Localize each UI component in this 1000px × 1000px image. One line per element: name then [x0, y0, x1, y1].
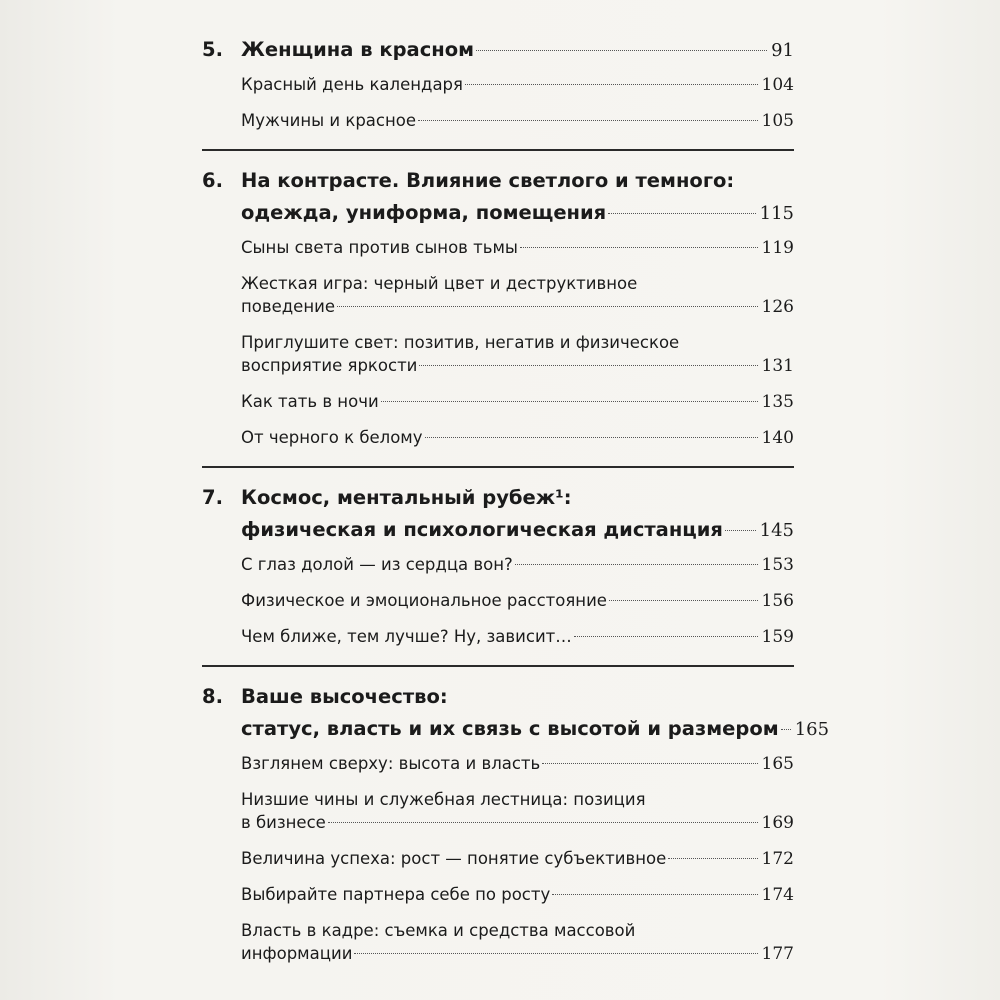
entry-title-line: Красный день календаря [241, 75, 463, 94]
dot-leader [725, 530, 756, 531]
entry-title-row [241, 109, 794, 133]
dot-leader [668, 858, 757, 859]
chapter-title-line: одежда, униформа, помещения [241, 201, 607, 224]
chapter-heading[interactable] [202, 165, 794, 230]
entry-title-row [241, 847, 794, 871]
entry-page-number: 174 [761, 885, 794, 905]
entry-title-line: в бизнесе [241, 813, 326, 832]
entry-page-number: 104 [761, 75, 794, 95]
chapter-title [241, 482, 794, 547]
entry-page-number: 135 [761, 392, 794, 412]
entry-title-line: Власть в кадре: съемка и средства массовой [241, 921, 636, 940]
chapter-number: 8. [202, 685, 223, 708]
entry-page-number: 159 [761, 627, 794, 647]
chapter-heading[interactable] [202, 681, 830, 746]
toc-entry[interactable] [241, 883, 794, 907]
dot-leader [337, 306, 758, 307]
toc-entry[interactable] [241, 272, 794, 319]
entry-title-line: Низшие чины и служебная лестница: позиция [241, 790, 646, 809]
chapter-section [202, 466, 794, 649]
chapter-title-line: Женщина в красном [241, 38, 475, 61]
chapter-title-row [241, 197, 794, 230]
dot-leader [609, 600, 758, 601]
chapter-heading[interactable] [202, 34, 794, 67]
entry-title-line: Выбирайте партнера себе по росту [241, 885, 551, 904]
entry-page-number: 153 [761, 555, 794, 575]
dot-leader [425, 437, 758, 438]
entry-page-number: 119 [761, 238, 794, 258]
toc-entry[interactable] [241, 426, 794, 450]
dot-leader [515, 564, 758, 565]
chapter-section [202, 34, 794, 133]
entry-page-number: 131 [761, 356, 794, 376]
toc-entry[interactable] [241, 589, 794, 613]
dot-leader [354, 953, 757, 954]
toc-entry[interactable] [241, 847, 794, 871]
toc-entry[interactable] [241, 752, 794, 776]
entry-title-line: информации [241, 944, 353, 963]
dot-leader [608, 213, 755, 214]
chapter-number: 7. [202, 486, 223, 509]
chapter-section [202, 149, 794, 450]
chapter-number: 5. [202, 38, 223, 61]
toc-entry[interactable] [241, 788, 794, 835]
entry-title-line: Сыны света против сынов тьмы [241, 238, 518, 257]
entry-title-line: Взглянем сверху: высота и власть [241, 754, 541, 773]
entry-title-row [241, 625, 794, 649]
entry-title-row [241, 236, 794, 260]
dot-leader [574, 636, 758, 637]
chapter-number: 6. [202, 169, 223, 192]
entry-title-line: Мужчины и красное [241, 111, 417, 130]
entry-title-line: Величина успеха: рост — понятие субъективное [241, 849, 667, 868]
chapter-entries [241, 752, 794, 966]
chapter-title-line: Ваше высочество: [241, 685, 448, 708]
entry-title-line: восприятие яркости [241, 356, 418, 375]
entry-title-line: Чем ближе, тем лучше? Ну, зависит… [241, 627, 572, 646]
entry-title-line: Как тать в ночи [241, 392, 379, 411]
entry-title-line: Физическое и эмоциональное расстояние [241, 591, 607, 610]
chapter-page-number: 115 [759, 203, 794, 224]
entry-page-number: 177 [761, 944, 794, 964]
entry-page-number: 156 [761, 591, 794, 611]
toc-entry[interactable] [241, 625, 794, 649]
dot-leader [418, 120, 758, 121]
dot-leader [476, 50, 767, 51]
dot-leader [419, 365, 757, 366]
entry-title-line: С глаз долой — из сердца вон? [241, 555, 513, 574]
chapter-title-line: статус, власть и их связь с высотой и размером [241, 717, 779, 740]
entry-title-row [241, 354, 794, 378]
chapter-title-row [241, 514, 794, 547]
toc-entry[interactable] [241, 553, 794, 577]
entry-title-row [241, 390, 794, 414]
chapter-title [241, 34, 794, 67]
dot-leader [465, 84, 758, 85]
entry-title-row [241, 553, 794, 577]
toc-entry[interactable] [241, 919, 794, 966]
chapter-entries [241, 236, 794, 450]
entry-title-line: Жесткая игра: черный цвет и деструктивное [241, 274, 638, 293]
entry-title-line: Приглушите свет: позитив, негатив и физическое [241, 333, 680, 352]
dot-leader [542, 763, 757, 764]
entry-title-line: От черного к белому [241, 428, 423, 447]
dot-leader [328, 822, 758, 823]
entry-title-row [241, 883, 794, 907]
chapter-section [202, 665, 830, 966]
entry-title-row [241, 942, 794, 966]
toc-entry[interactable] [241, 390, 794, 414]
entry-page-number: 172 [761, 849, 794, 869]
entry-title-row [241, 73, 794, 97]
dot-leader [552, 894, 757, 895]
entry-title-row [241, 295, 794, 319]
chapter-title-row [241, 713, 829, 746]
toc-entry[interactable] [241, 331, 794, 378]
entry-page-number: 169 [761, 813, 794, 833]
toc-entry[interactable] [241, 236, 794, 260]
chapter-title-row [241, 34, 794, 67]
chapter-entries [241, 73, 794, 133]
dot-leader [520, 247, 758, 248]
entry-title-row [241, 752, 794, 776]
entry-title-row [241, 426, 794, 450]
chapter-entries [241, 553, 794, 649]
entry-page-number: 140 [761, 428, 794, 448]
dot-leader [781, 729, 791, 730]
entry-page-number: 126 [761, 297, 794, 317]
table-of-contents [202, 34, 830, 978]
chapter-title [241, 165, 794, 230]
dot-leader [381, 401, 758, 402]
entry-title-row [241, 589, 794, 613]
chapter-title-line: На контрасте. Влияние светлого и темного: [241, 169, 735, 192]
toc-entry[interactable] [241, 109, 794, 133]
chapter-page-number: 165 [794, 719, 830, 740]
entry-page-number: 105 [761, 111, 794, 131]
entry-title-row [241, 811, 794, 835]
chapter-title [241, 681, 829, 746]
chapter-page-number: 145 [759, 520, 794, 541]
entry-title-line: поведение [241, 297, 335, 316]
chapter-page-number: 91 [771, 40, 794, 61]
chapter-heading[interactable] [202, 482, 794, 547]
chapter-title-line: Космос, ментальный рубеж¹: [241, 486, 572, 509]
entry-page-number: 165 [761, 754, 794, 774]
chapter-title-line: физическая и психологическая дистанция [241, 518, 723, 541]
toc-entry[interactable] [241, 73, 794, 97]
